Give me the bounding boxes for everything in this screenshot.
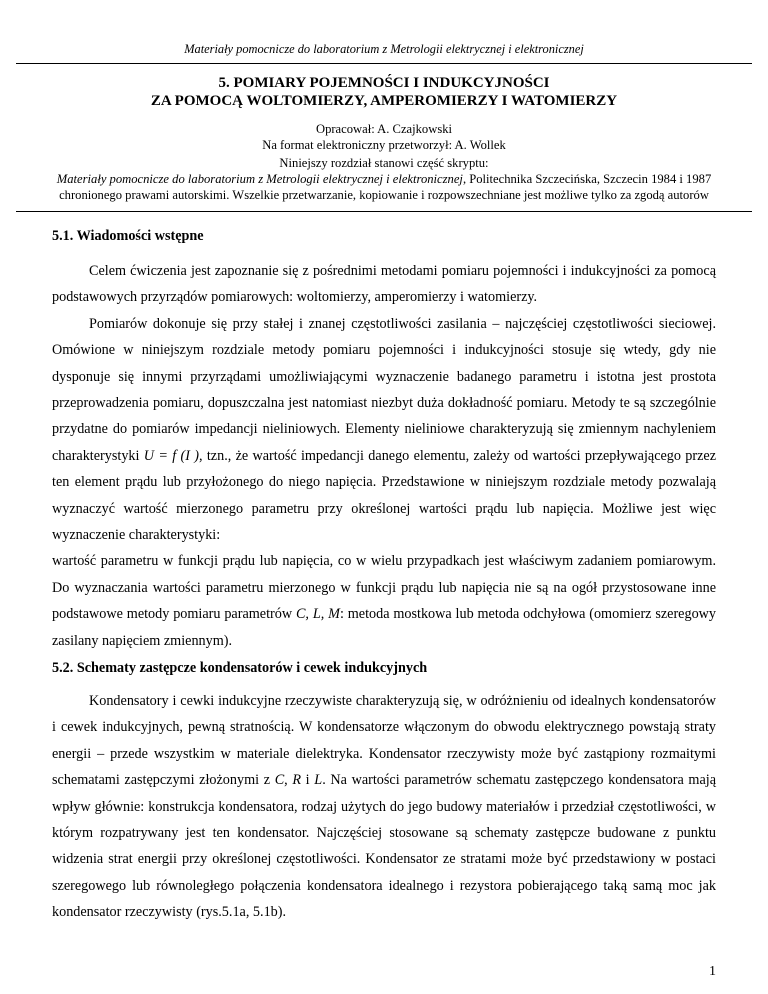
running-header: Materiały pomocnicze do laboratorium z Metrologii elektrycznej i elektronicznej <box>184 42 584 56</box>
params-c-l-m: C, L, M <box>295 606 340 623</box>
converter-credit: Na format elektroniczny przetworzył: A. Wollek <box>262 138 506 152</box>
param-sep-1: , <box>284 772 293 789</box>
note-line-1: Niniejszy rozdział stanowi część skryptu: <box>279 156 489 170</box>
paragraph-3 <box>52 548 716 654</box>
paragraph-4-text-b: . Na wartości parametrów schematu zastępczego kondensatora mają wpływ głównie: konstrukcja kondensatora, rodzaj użytych do jego budowy materiałów i przedział częstotliwości, w którym rozpatrywany jest ten kondensator. Najczęściej stosowane są schematy zastępcze budowane z punktu widzenia strat energii przy określonej częstotliwości. Kondensator ze stratami może być przedstawiony w postaci szeregowego lub równoległego połączenia kondensatora idealnego i rezystora pobierającego taką samą moc jak kondensator rzeczywisty (rys.5.1a, 5.1b). <box>52 772 716 921</box>
note-line-2 <box>0 171 768 187</box>
note-source-title: Materiały pomocnicze do laboratorium z Metrologii elektrycznej i elektronicznej <box>56 172 463 186</box>
paragraph-2-text-a: Pomiarów dokonuje się przy stałej i znanej częstotliwości zasilania – najczęściej częstotliwości sieciowej. Omówione w niniejszym rozdziale metody pomiaru pojemności i indukcyjności stosuje się wtedy, gdy nie dysponuje się innymi przyrządami umożliwiającymi wyznaczenie badanego parametru i istotna jest prostota przeprowadzenia pomiaru, dopuszczalna jest natomiast niezbyt duża dokładność pomiaru. Metody te są szczególnie przydatne do pomiarów impedancji nieliniowych. Elementy nieliniowe charakteryzują się zmiennym nachyleniem charakterystyki <box>52 315 716 464</box>
paragraph-4 <box>52 688 716 926</box>
chapter-title-line-2: ZA POMOCĄ WOLTOMIERZY, AMPEROMIERZY I WATOMIERZY <box>150 93 618 109</box>
credits <box>0 121 768 153</box>
paragraph-4-text-a: Kondensatory i cewki indukcyjne rzeczywiste charakteryzują się, w odróżnieniu od idealnych kondensatorów i cewek indukcyjnych, pewną stratnością. W kondensatorze włączonym do obwodu elektrycznego powstają straty energii – przede wszystkim w materiale dielektryka. Kondensator rzeczywisty może być zastąpiony rozmaitymi schematami zastępczymi złożonymi z <box>52 693 716 789</box>
param-c: C <box>274 772 285 789</box>
param-sep-2: i <box>301 772 315 789</box>
paragraph-3-text-b: : metoda mostkowa lub metoda odchyłowa (omomierz szeregowy zasilany napięciem zmiennym). <box>52 606 717 649</box>
paragraph-3-text-a: wartość parametru w funkcji prądu lub napięcia, co w wielu przypadkach jest właściwym zadaniem pomiarowym. Do wyznaczania wartości parametru mierzonego w funkcji prądu lub napięcia nie są na ogół przystosowane inne podstawowe metody pomiaru parametrów <box>52 553 716 623</box>
param-r: R <box>292 772 302 789</box>
note-source-rest: , Politechnika Szczecińska, Szczecin 1984 i 1987 <box>462 172 712 186</box>
paragraph-1: Celem ćwiczenia jest zapoznanie się z pośrednimi metodami pomiaru pojemności i indukcyjności za pomocą podstawowych przyrządów pomiarowych: woltomierzy, amperomierzy i watomierzy. <box>52 263 716 306</box>
note-rule <box>16 211 752 212</box>
chapter-title-line-1: 5. POMIARY POJEMNOŚCI I INDUKCYJNOŚCI <box>218 75 550 91</box>
paragraph-2 <box>52 311 716 549</box>
section-heading-5-1: 5.1. Wiadomości wstępne <box>52 228 204 244</box>
section-heading-5-2: 5.2. Schematy zastępcze kondensatorów i cewek indukcyjnych <box>52 660 428 676</box>
section-5-1-body <box>52 258 716 654</box>
chapter-title <box>0 74 768 110</box>
page-number: 1 <box>709 964 716 979</box>
header-rule <box>16 63 752 64</box>
paragraph-2-text-b: , tzn., że wartość impedancji danego elementu, zależy od wartości przepływającego przez ten element prądu lub przyłożonego do niego napięcia. Przedstawione w niniejszym rozdziale metody pozwalają wyznaczyć wartość mierzonego parametru przy określonej wartości prądu lub napięcia. Możliwe jest więc wyznaczenie charakterystyki: <box>52 447 717 544</box>
note-line-3: chronionego prawami autorskimi. Wszelkie przetwarzanie, kopiowanie i rozpowszechniane jest możliwe tylko za zgodą autorów <box>59 188 709 202</box>
copyright-note <box>0 155 768 203</box>
formula-u-f-i: U = f (I ) <box>143 447 199 464</box>
param-l: L <box>314 772 323 789</box>
author-credit: Opracował: A. Czajkowski <box>315 122 453 136</box>
section-5-2-body <box>52 688 716 926</box>
